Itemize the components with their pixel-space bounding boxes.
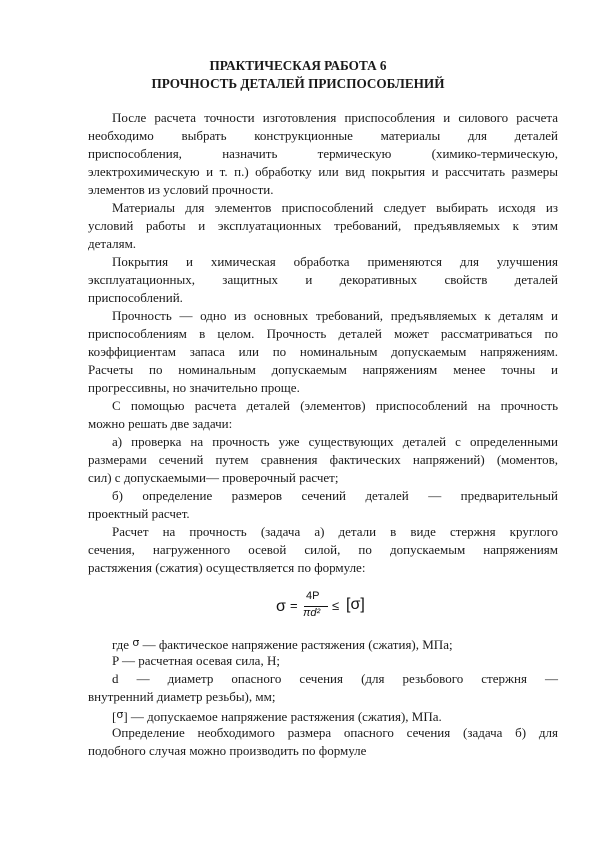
formula-sigma: σ — [276, 598, 286, 615]
definition-allowable — [112, 706, 558, 725]
def-bracket-open: [ — [112, 709, 117, 724]
text-line: приспособлений. — [88, 290, 183, 305]
definition-diameter-cont: внутренний диаметр резьбы), мм; — [88, 689, 276, 704]
text-line: приспособления, назначить термическую (химико-термическую, — [88, 146, 558, 161]
work-number-title: ПРАКТИЧЕСКАЯ РАБОТА 6 — [209, 58, 387, 73]
text-line: коэффициентам запаса или по номинальным допускаемым напряжениям. — [88, 344, 558, 359]
def-allowable-text: ] — допускаемое напряжение растяжения (сжатия), МПа. — [123, 709, 442, 724]
definition-sigma — [112, 634, 558, 653]
text-line: а) проверка на прочность уже существующих деталей с определенными — [112, 434, 558, 449]
stress-formula — [276, 590, 376, 626]
text-line: Покрытия и химическая обработка применяются для улучшения — [112, 254, 558, 269]
text-line: деталям. — [88, 236, 137, 251]
formula-equals: = — [290, 598, 298, 613]
text-line: сечения, нагруженного осевой силой, по допускаемым напряжениям — [88, 542, 558, 557]
text-line: сил) с допускаемыми— проверочный расчет; — [88, 470, 339, 485]
text-line: элементов из условий прочности. — [88, 182, 274, 197]
text-line: растяжения (сжатия) осуществляется по формуле: — [88, 560, 366, 575]
text-line: условий работы и эксплуатационных требований, предъявляемых к этим — [88, 218, 558, 233]
text-line: размерами сечений путем сравнения фактических напряжений) (моментов, — [88, 452, 558, 467]
text-line: Определение необходимого размера опасного сечения (задача б) для — [112, 725, 558, 740]
definition-diameter: d — диаметр опасного сечения (для резьбового стержня — — [112, 671, 558, 686]
formula-le-sign: ≤ — [332, 598, 340, 613]
formula-allowable: [σ] — [346, 596, 365, 613]
text-line: Расчет на прочность (задача а) детали в виде стержня круглого — [112, 524, 558, 539]
text-line: С помощью расчета деталей (элементов) приспособлений на прочность — [112, 398, 558, 413]
work-topic-title: ПРОЧНОСТЬ ДЕТАЛЕЙ ПРИСПОСОБЛЕНИЙ — [151, 76, 445, 91]
text-line: подобного случая можно производить по формуле — [88, 743, 367, 758]
text-line: проектный расчет. — [88, 506, 190, 521]
formula-denominator: πd² — [303, 607, 321, 619]
text-line: приспособлениям в целом. Прочность деталей может рассматриваться по — [88, 326, 558, 341]
text-line: эксплуатационных, защитных и декоративных свойств деталей — [88, 272, 558, 287]
text-line: б) определение размеров сечений деталей — предварительный — [112, 488, 558, 503]
text-line: После расчета точности изготовления приспособления и силового расчета — [112, 110, 558, 125]
def-allowable-symbol: σ — [116, 708, 124, 721]
text-line: Прочность — одно из основных требований, предъявляемых к деталям и — [112, 308, 558, 323]
text-line: прогрессивны, но значительно проще. — [88, 380, 300, 395]
text-line: Расчеты по номинальным допускаемым напряжениям менее точны и — [88, 362, 558, 377]
text-line: Материалы для элементов приспособлений следует выбирать исходя из — [112, 200, 558, 215]
text-line: электрохимическую и т. п.) обработку или вид покрытия и рассчитать размеры — [88, 164, 558, 179]
def-sigma-symbol: σ — [132, 636, 140, 649]
def-sigma-text: — фактическое напряжение растяжения (сжатия), МПа; — [142, 637, 453, 652]
definition-force: P — расчетная осевая сила, Н; — [112, 653, 280, 668]
text-line: необходимо выбрать конструкционные материалы для деталей — [88, 128, 558, 143]
formula-numerator: 4P — [306, 590, 320, 602]
def-where: где — [112, 637, 130, 652]
text-line: можно решать две задачи: — [88, 416, 233, 431]
